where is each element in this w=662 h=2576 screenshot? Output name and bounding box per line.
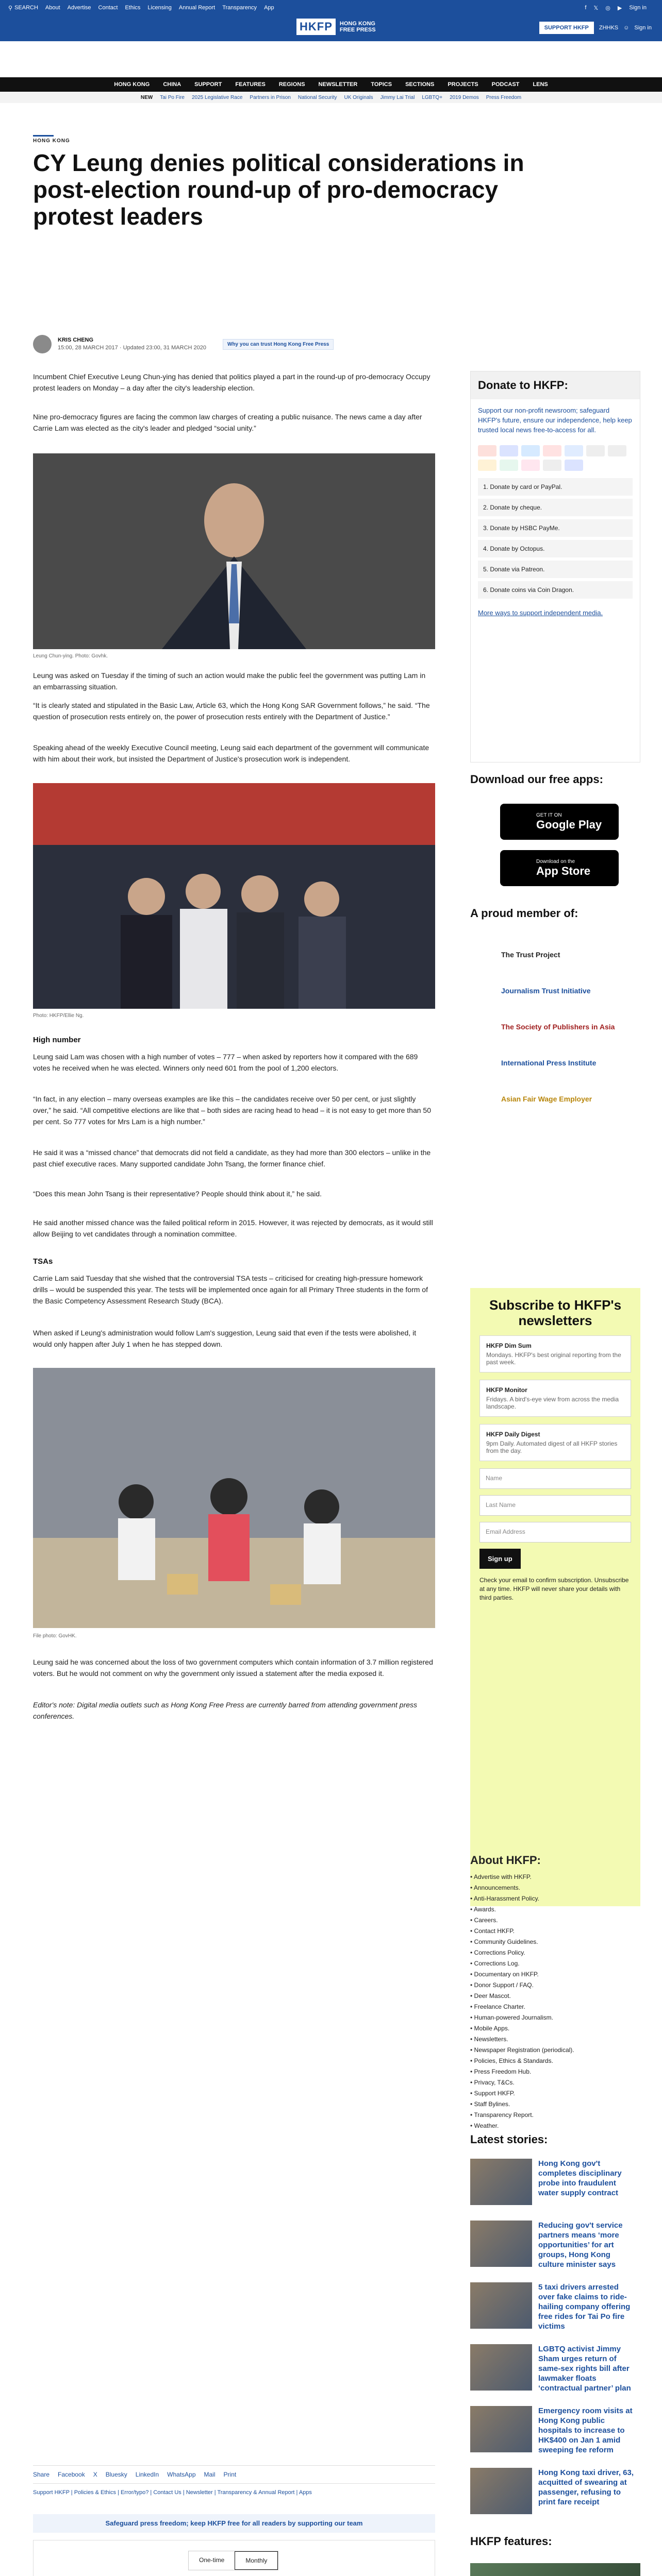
feature-story[interactable] xyxy=(470,2563,640,2576)
donate-text[interactable]: Support our non-profit newsroom; safeguard HKFP's future, ensure our independence, help keep trusted local news free-to-access for all. xyxy=(478,406,632,434)
about-list xyxy=(470,1855,640,2131)
topbar-contact[interactable]: Contact xyxy=(98,5,118,11)
share-bluesky[interactable]: Bluesky xyxy=(105,2471,127,2478)
monthly-option[interactable]: Monthly xyxy=(235,2551,278,2570)
topbar-annual-report[interactable]: Annual Report xyxy=(178,5,216,11)
card-icon xyxy=(543,460,561,471)
member-sopa[interactable]: The Society of Publishers in Asia xyxy=(501,1022,615,1031)
members-heading: A proud member of: xyxy=(470,907,578,920)
member-fair-wage[interactable]: Asian Fair Wage Employer xyxy=(501,1094,592,1103)
about-link[interactable]: • Documentary on HKFP. xyxy=(470,1971,539,1978)
member-ipi[interactable]: International Press Institute xyxy=(501,1058,597,1067)
frequency-toggle xyxy=(188,2551,278,2570)
about-link[interactable]: • Policies, Ethics & Standards. xyxy=(470,2057,553,2064)
card-icon xyxy=(543,445,561,456)
nav-topics[interactable]: TOPICS xyxy=(371,81,392,88)
about-link[interactable]: • Transparency Report. xyxy=(470,2111,534,2119)
donate-option[interactable]: 5. Donate via Patreon. xyxy=(478,561,633,578)
member-jti[interactable]: Journalism Trust Initiative xyxy=(501,986,591,995)
paragraph: “Does this mean John Tsang is their representative? People should think about it,” he said. xyxy=(33,1190,322,1198)
card-icon xyxy=(500,460,518,471)
sidebar-google-play[interactable]: GET IT ON Google Play xyxy=(500,804,619,840)
name-field[interactable]: Name xyxy=(479,1468,631,1489)
share-label: Share xyxy=(33,2471,50,2478)
support-links[interactable]: Support HKFP | Policies & Ethics | Error/typo? | Contact Us | Newsletter | Transparency & Annual Report | Apps xyxy=(33,2489,312,2496)
topbar-transparency[interactable]: Transparency xyxy=(222,5,257,11)
students-photo xyxy=(33,1368,435,1628)
about-link[interactable]: • Mobile Apps. xyxy=(470,2025,510,2032)
topbar-about[interactable]: About xyxy=(45,5,60,11)
nav-sections[interactable]: SECTIONS xyxy=(405,81,435,88)
editors-note: Editor's note: Digital media outlets such as Hong Kong Free Press are currently barred from attending government press conferences. xyxy=(33,1701,418,1720)
photo-caption: Leung Chun-ying. Photo: Govhk. xyxy=(33,653,108,659)
nav-support[interactable]: SUPPORT xyxy=(194,81,222,88)
article-title: CY Leung denies political considerations in post-election round-up of pro-democracy protest leaders xyxy=(33,149,524,230)
paragraph: Leung was asked on Tuesday if the timing of such an action would make the public feel the government was putting Lam in an embarrassing situation. xyxy=(33,671,426,691)
email-field[interactable]: Email Address xyxy=(479,1522,631,1543)
about-link[interactable]: • Donor Support / FAQ. xyxy=(470,1981,534,1989)
topbar-licensing[interactable]: Licensing xyxy=(147,5,172,11)
nav-hong-kong[interactable]: HONG KONG xyxy=(114,81,150,88)
main-nav xyxy=(0,77,662,92)
newsletter-option-digest[interactable]: HKFP Daily Digest 9pm Daily. Automated digest of all HKFP stories from the day. xyxy=(479,1424,631,1461)
trending-link[interactable]: Press Freedom xyxy=(486,94,522,100)
new-badge: NEW xyxy=(140,94,153,100)
card-icon xyxy=(478,445,496,456)
card-icon xyxy=(478,460,496,471)
donate-title: Donate to HKFP: xyxy=(471,371,640,399)
latest-story[interactable]: LGBTQ activist Jimmy Sham urges return of same-sex rights bill after lawmaker floats ‘contractual partner’ plan xyxy=(470,2344,640,2401)
latest-story[interactable]: Emergency room visits at Hong Kong public hospitals to increase to HK$400 on Jan 1 amid sweeping fee reform xyxy=(470,2406,640,2463)
byline xyxy=(33,335,334,353)
paragraph: Nine pro-democracy figures are facing the common law charges of creating a public nuisance. The news came a day after Carrie Lam was elected as the city's leader and pledged “social unity.” xyxy=(33,413,422,432)
article-photo xyxy=(33,783,435,1009)
newsletter-fineprint: Check your email to confirm subscription. Unsubscribe at any time. HKFP will never share your details with third parties. xyxy=(479,1577,629,1601)
trending-link[interactable]: Tai Po Fire xyxy=(160,94,185,100)
paragraph: Speaking ahead of the weekly Executive Council meeting, Leung said each department of the government will communicate with him about their work, but insisted the Department of Justice's prosecution work is independent. xyxy=(33,743,429,763)
one-time-option[interactable]: One-time xyxy=(199,2556,225,2564)
about-link[interactable]: • Privacy, T&Cs. xyxy=(470,2079,515,2086)
card-icon xyxy=(565,445,583,456)
donate-option[interactable]: 4. Donate by Octopus. xyxy=(478,540,633,557)
topbar-ethics[interactable]: Ethics xyxy=(125,5,141,11)
facebook-icon[interactable]: f xyxy=(585,5,587,11)
about-link[interactable]: • Advertise with HKFP. xyxy=(470,1873,532,1880)
share-linkedin[interactable]: LinkedIn xyxy=(135,2471,159,2478)
about-link[interactable]: • Corrections Policy. xyxy=(470,1949,525,1956)
article-category[interactable]: HONG KONG xyxy=(33,138,70,144)
share-whatsapp[interactable]: WhatsApp xyxy=(167,2471,196,2478)
about-link[interactable]: • Community Guidelines. xyxy=(470,1938,538,1945)
about-link[interactable]: • Support HKFP. xyxy=(470,2090,515,2097)
trending-nav xyxy=(0,92,662,103)
nav-china[interactable]: CHINA xyxy=(163,81,181,88)
paragraph: He said another missed chance was the failed political reform in 2015. However, it was rejected by democrats, as it would still allow Beijing to vet candidates through a nomination committee. xyxy=(33,1218,433,1238)
paragraph: When asked if Leung's administration would follow Lam's suggestion, Leung said that even if the tests were abolished, it would only happen after July 1 when he has stepped down. xyxy=(33,1329,417,1348)
card-icon xyxy=(586,445,605,456)
about-link[interactable]: • Announcements. xyxy=(470,1884,520,1891)
article-date: 15:00, 28 MARCH 2017 · Updated 23:00, 31 MARCH 2020 xyxy=(58,345,206,351)
nav-features[interactable]: FEATURES xyxy=(235,81,266,88)
trending-link[interactable]: 2025 Legislative Race xyxy=(192,94,243,100)
nav-lens[interactable]: LENS xyxy=(533,81,548,88)
paragraph: Leung said he was concerned about the loss of two government computers which contain information of 3.7 million registered voters. But he would not comment on why the government only issued a statement after the media exposed it. xyxy=(33,1658,433,1677)
trending-link[interactable]: National Security xyxy=(297,94,337,100)
about-link[interactable]: • Newspaper Registration (periodical). xyxy=(470,2046,574,2054)
card-icon xyxy=(521,445,540,456)
about-link[interactable]: • Human-powered Journalism. xyxy=(470,2014,553,2021)
donate-option[interactable]: 6. Donate coins via Coin Dragon. xyxy=(478,581,633,599)
share-facebook[interactable]: Facebook xyxy=(58,2471,85,2478)
share-x[interactable]: X xyxy=(93,2471,97,2478)
latest-story[interactable]: 5 taxi drivers arrested over fake claims to ride-hailing company offering free rides for Tai Po fire victims xyxy=(470,2282,640,2339)
about-link[interactable]: • Weather. xyxy=(470,2122,499,2129)
last-name-field[interactable]: Last Name xyxy=(479,1495,631,1516)
latest-story[interactable]: Reducing gov't service partners means ‘more opportunities’ for art groups, Hong Kong culture minister says xyxy=(470,2221,640,2277)
instagram-icon[interactable]: ◎ xyxy=(605,5,610,11)
trust-link[interactable]: Why you can trust Hong Kong Free Press xyxy=(223,339,334,350)
photo-caption: File photo: GovHK. xyxy=(33,1633,77,1639)
about-link[interactable]: • Freelance Charter. xyxy=(470,2003,525,2010)
language-switch[interactable]: ZHHKS xyxy=(599,25,619,31)
about-heading: About HKFP: xyxy=(470,1854,541,1867)
paragraph: Leung said Lam was chosen with a high number of votes – 777 – when asked by reporters how it compared with the 689 votes he received when he was elected. Winners only need 601 from the pool of 1,200 electors. xyxy=(33,1053,418,1072)
paragraph: Carrie Lam said Tuesday that she wished that the controversial TSA tests – criticised for creating high-pressure homework drills – would be suspended this year. The tests will be implemented once again for all Primary Three students in the form of the Basic Competency Assessment Research Study (BCA). xyxy=(33,1274,428,1305)
donate-option[interactable]: 2. Donate by cheque. xyxy=(478,499,633,516)
user-icon[interactable]: ☺ xyxy=(623,25,630,31)
subheading: High number xyxy=(33,1036,81,1044)
trending-link[interactable]: UK Originals xyxy=(344,94,373,100)
author-name[interactable]: KRIS CHENG xyxy=(58,337,94,343)
paragraph: Incumbent Chief Executive Leung Chun-ying has denied that politics played a part in the round-up of pro-democracy Occupy protest leaders on Monday – a day after the city's leadership election. xyxy=(33,372,431,392)
category-rule xyxy=(33,135,54,137)
latest-story[interactable]: Hong Kong taxi driver, 63, acquitted of swearing at passenger, refusing to print fare receipt xyxy=(470,2468,640,2524)
paragraph: He said it was a “missed chance” that democrats did not field a candidate, as they had more than 300 electors – unlike in the past chief executive races. Many supported candidate John Tsang, the former finance chief. xyxy=(33,1148,431,1168)
card-icon xyxy=(500,445,518,456)
apps-heading: Download our free apps: xyxy=(470,773,603,786)
paragraph: “It is clearly stated and stipulated in the Basic Law, Article 63, which the Hong Kong SAR Government follows,” he said. “The question of prosecution rests entirely on, the power of prosecution rests entirely with the Department of Justice.” xyxy=(33,701,430,721)
donation-widget xyxy=(33,2540,435,2576)
nav-regions[interactable]: REGIONS xyxy=(278,81,305,88)
latest-story[interactable]: Hong Kong gov't completes disciplinary probe into fraudulent water supply contract xyxy=(470,2159,640,2215)
sign-up-button[interactable]: Sign up xyxy=(479,1549,521,1569)
newsletter-option-monitor[interactable]: HKFP Monitor Fridays. A bird's-eye view from across the media landscape. xyxy=(479,1380,631,1417)
newsletter-box xyxy=(470,1288,640,1906)
features-heading: HKFP features: xyxy=(470,2535,552,2548)
photo-caption: Photo: HKFP/Ellie Ng. xyxy=(33,1013,84,1019)
trending-link[interactable]: Partners in Prison xyxy=(250,94,291,100)
about-link[interactable]: • Staff Bylines. xyxy=(470,2100,510,2108)
nav-projects[interactable]: PROJECTS xyxy=(448,81,478,88)
leung-portrait xyxy=(33,453,435,649)
trending-link[interactable]: LGBTQ+ xyxy=(422,94,443,100)
about-link[interactable]: • Press Freedom Hub. xyxy=(470,2068,532,2075)
brand-signin[interactable]: Sign in xyxy=(634,25,652,31)
sidebar-app-store[interactable]: Download on the App Store xyxy=(500,850,619,886)
search-icon: ⚲ xyxy=(8,5,13,11)
trending-link[interactable]: 2019 Demos xyxy=(450,94,479,100)
utility-bar xyxy=(0,0,662,15)
article-photo xyxy=(33,1368,435,1628)
topbar-search[interactable]: ⚲ SEARCH xyxy=(8,5,38,11)
about-link[interactable]: • Newsletters. xyxy=(470,2036,508,2043)
newsletter-title: Subscribe to HKFP's newsletters xyxy=(489,1297,622,1328)
newsletter-option-dimsum[interactable]: HKFP Dim Sum Mondays. HKFP's best original reporting from the past week. xyxy=(479,1335,631,1372)
about-link[interactable]: • Careers. xyxy=(470,1917,498,1924)
about-link[interactable]: • Awards. xyxy=(470,1906,496,1913)
donate-option[interactable]: 3. Donate by HSBC PayMe. xyxy=(478,519,633,537)
hkfp-logo[interactable]: HKFP HONG KONG FREE PRESS xyxy=(296,19,376,35)
youtube-icon[interactable]: ▶ xyxy=(617,5,622,11)
topbar-advertise[interactable]: Advertise xyxy=(67,5,91,11)
paragraph: “In fact, in any election – many overseas examples are like this – the candidates receive over 50 per cent, or just slightly over,” he said. “All competitive elections are like that – both sides are racing head to head – it is not easy to get more than 50 per cent. So 777 votes for Mrs Lam is a high number.” xyxy=(33,1095,431,1126)
topbar-app[interactable]: App xyxy=(264,5,274,11)
safeguard-banner[interactable]: Safeguard press freedom; keep HKFP free for all readers by supporting our team xyxy=(33,2514,435,2533)
donate-card-logos xyxy=(471,441,640,475)
card-icon xyxy=(608,445,626,456)
nav-newsletter[interactable]: NEWSLETTER xyxy=(318,81,358,88)
about-link[interactable]: • Deer Mascot. xyxy=(470,1992,511,1999)
share-print[interactable]: Print xyxy=(223,2471,237,2478)
latest-heading: Latest stories: xyxy=(470,2133,548,2146)
about-link[interactable]: • Corrections Log. xyxy=(470,1960,520,1967)
card-icon xyxy=(521,460,540,471)
trending-link[interactable]: Jimmy Lai Trial xyxy=(380,94,415,100)
card-icon xyxy=(565,460,583,471)
article-photo xyxy=(33,453,435,649)
brand-bar xyxy=(0,15,662,41)
share-bar xyxy=(33,2465,435,2484)
member-trust-project[interactable]: The Trust Project xyxy=(501,950,560,959)
author-avatar[interactable] xyxy=(33,335,52,353)
subheading: TSAs xyxy=(33,1257,53,1266)
topbar-signin[interactable]: Sign in xyxy=(629,5,647,11)
election-crowd-photo xyxy=(33,783,435,1009)
donate-option[interactable]: 1. Donate by card or PayPal. xyxy=(478,478,633,496)
x-icon[interactable]: 𝕏 xyxy=(593,5,599,11)
more-ways-link[interactable]: More ways to support independent media. xyxy=(478,609,603,617)
support-hkfp-button[interactable]: SUPPORT HKFP xyxy=(539,22,594,34)
about-link[interactable]: • Anti-Harassment Policy. xyxy=(470,1895,540,1902)
about-link[interactable]: • Contact HKFP. xyxy=(470,1927,515,1935)
share-mail[interactable]: Mail xyxy=(204,2471,216,2478)
nav-podcast[interactable]: PODCAST xyxy=(491,81,520,88)
donate-sidebar xyxy=(470,371,640,762)
